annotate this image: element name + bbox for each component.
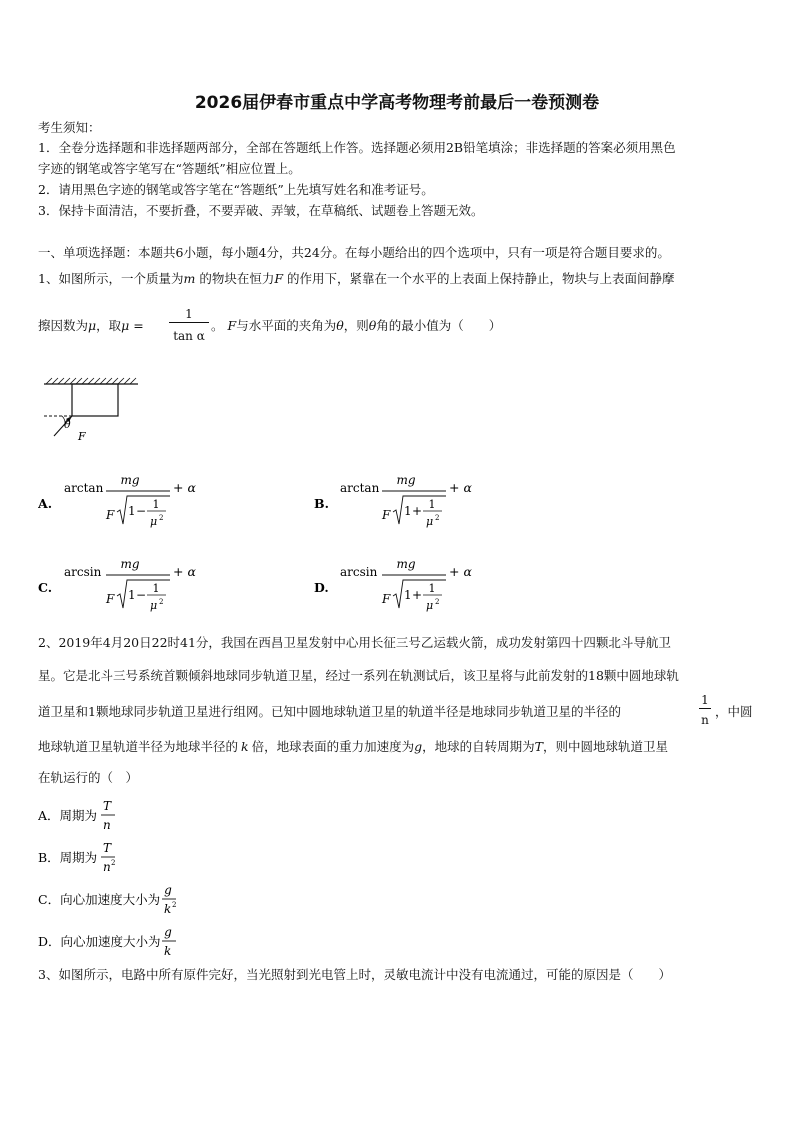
frac-exponent: 2 [172,901,177,909]
q2-frac-num: 1 [699,692,711,709]
q1-frac-den: tan α [173,329,205,343]
formula-F: F [382,508,391,522]
q2-text: ，中圆 [715,704,753,719]
option-label: D．向心加速度大小为 [38,934,161,949]
frac-denominator: k [164,944,172,958]
figure-theta-label: θ [64,418,71,431]
q2-line-5: 在轨运行的（ ） [38,770,139,785]
q1-var-F: F [274,271,284,286]
frac-numerator: T [102,799,112,813]
formula-sign: + [412,588,423,602]
formula-fn: arcsin [64,565,102,579]
option-label: C．向心加速度大小为 [38,892,161,907]
frac-denominator: k [164,902,172,916]
formula-sign: + [412,504,423,518]
formula-exponent: 2 [159,514,164,522]
q1-text: 的作用下，紧靠在一个水平的上表面上保持静止，物块与上表面间静摩 [287,271,675,286]
formula-tail: + α [173,564,196,579]
q2-line-4: 地球轨道卫星轨道半径为地球半径的 k 倍，地球表面的重力加速度为g，地球的自转周期为T，则中圆地球轨道卫星 [38,739,668,754]
figure-F-label: F [78,430,86,443]
notice-item-1: 1．全卷分选择题和非选择题两部分，全部在答题纸上作答。选择题必须用2B铅笔填涂；非选择题的答案必须用黑色 [38,140,676,155]
formula-inner-num: 1 [428,498,436,511]
formula-exponent: 2 [435,598,440,606]
formula-F: F [382,592,391,606]
frac-numerator: T [102,841,112,855]
formula-F: F [106,592,115,606]
formula-mu: μ [150,599,158,612]
formula-mu: μ [150,515,158,528]
formula-one: 1 [128,588,136,602]
q1-text: 1、如图所示，一个质量为 [38,271,184,286]
q1-line-1 [38,271,675,287]
frac-exponent: 2 [111,859,116,867]
formula [38,552,208,614]
formula-one: 1 [404,504,412,518]
formula-fn: arctan [64,481,104,495]
option-label: D. [314,580,329,595]
q2-line-2: 星。它是北斗三号系统首颗倾斜地球同步轨道卫星，经过一系列在轨测试后，该卫星将与此前发射的18颗中圆地球轨 [38,668,679,683]
formula [38,468,208,530]
frac-denominator: n [103,818,111,832]
option-label: B．周期为 [38,850,98,865]
formula-tail: + α [449,564,472,579]
formula-numerator: mg [396,557,416,571]
q2-frac-den: n [701,713,709,727]
formula [38,838,188,878]
formula [314,468,484,530]
option-label: C. [38,580,53,595]
notice-item-3: 3．保持卡面清洁，不要折叠，不要弄破、弄皱，在草稿纸、试题卷上答题无效。 [38,203,484,218]
q1-text: 的物块在恒力 [199,271,275,286]
q1-option-b[interactable] [314,468,484,534]
formula-mu: μ [426,515,434,528]
option-label: A. [38,496,53,511]
formula-exponent: 2 [159,598,164,606]
formula-one: 1 [404,588,412,602]
section-heading: 一、单项选择题：本题共6小题，每小题4分，共24分。在每小题给出的四个选项中，只有一项是符合题目要求的。 [38,245,670,260]
q2-option-d[interactable] [38,922,188,966]
formula-inner-num: 1 [152,498,160,511]
formula-tail: + α [173,480,196,495]
formula-sign: − [136,588,147,602]
frac-numerator: g [164,925,172,939]
formula [38,922,188,962]
formula [38,880,188,920]
q1-option-d[interactable] [314,552,484,618]
formula-numerator: mg [120,557,140,571]
formula-numerator: mg [120,473,140,487]
formula-tail: + α [449,480,472,495]
frac-numerator: g [164,883,172,897]
option-label: A．周期为 [38,808,98,823]
q2-line-1: 2、2019年4月20日22时41分，我国在西昌卫星发射中心用长征三号乙运载火箭，成功发射第四十四颗北斗导航卫 [38,635,671,650]
formula-sign: − [136,504,147,518]
formula-fn: arcsin [340,565,378,579]
formula-mu: μ [426,599,434,612]
formula-one: 1 [128,504,136,518]
q1-frac-num: 1 [169,306,209,323]
q3-line-1: 3、如图所示，电路中所有原件完好，当光照射到光电管上时，灵敏电流计中没有电流通过，可能的原因是（ ） [38,967,671,982]
formula-inner-num: 1 [428,582,436,595]
formula-exponent: 2 [435,514,440,522]
q1-var-m: m [183,271,196,286]
formula-numerator: mg [396,473,416,487]
formula-F: F [106,508,115,522]
frac-denominator: n [103,860,111,874]
q1-figure [40,376,150,444]
q2-option-c[interactable] [38,880,188,924]
notice-item-1-cont: 字迹的钢笔或答字笔写在“答题纸”相应位置上。 [38,161,301,176]
q2-option-b[interactable] [38,838,188,882]
q1-option-c[interactable] [38,552,208,618]
notice-item-2: 2．请用黑色字迹的钢笔或答字笔在“答题纸”上先填写姓名和准考证号。 [38,182,434,197]
notice-heading: 考生须知： [38,120,101,135]
formula [38,796,188,836]
q1-option-a[interactable] [38,468,208,534]
formula-fn: arctan [340,481,380,495]
block-shape [72,384,118,416]
q1-text: 擦因数为μ，取μ = [38,318,144,333]
option-label: B. [314,496,329,511]
q2-text: 道卫星和1颗地球同步轨道卫星进行组网。已知中圆地球轨道卫星的轨道半径是地球同步轨道卫星的半径的 [38,704,621,719]
q1-text: 。 F与水平面的夹角为θ，则θ角的最小值为（ ） [211,318,502,333]
q2-option-a[interactable] [38,796,188,840]
formula-inner-num: 1 [152,582,160,595]
formula [314,552,484,614]
page-title: 2026届伊春市重点中学高考物理考前最后一卷预测卷 [194,93,600,113]
